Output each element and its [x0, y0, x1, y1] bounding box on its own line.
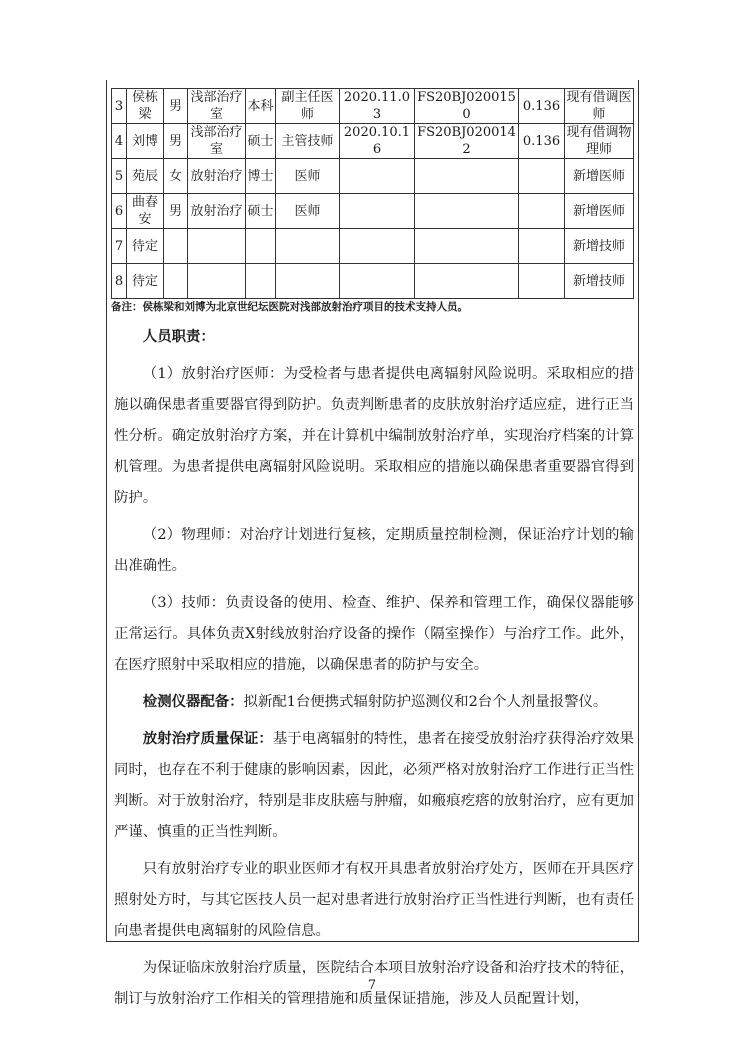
cell-remark: 新增医师 [565, 194, 634, 229]
cell-dose [519, 159, 565, 194]
cell-remark: 新增技师 [565, 264, 634, 299]
duty-physicist: （2）物理师：对治疗计划进行复核，定期质量控制检测，保证治疗计划的输出准确性。 [114, 527, 634, 574]
cell-remark: 现有借调物理师 [566, 125, 632, 157]
cell-gender: 女 [164, 159, 188, 194]
cell-title [276, 264, 340, 299]
cell-date [340, 159, 415, 194]
cell-dept: 放射治疗 [188, 194, 246, 229]
instruments-text: 拟新配1台便携式辐射防护巡测仪和2台个人剂量报警仪。 [243, 694, 608, 710]
cell-gender: 男 [164, 124, 188, 159]
cell-edu: 博士 [246, 159, 276, 194]
cell-date [340, 194, 415, 229]
cell-cert: FS20BJ0200142 [415, 124, 519, 159]
cell-no: 4 [112, 124, 127, 159]
cell-dose [519, 264, 565, 299]
cell-date [340, 264, 415, 299]
table-note: 备注：侯栋梁和刘博为北京世纪坛医院对浅部放射治疗项目的技术支持人员。 [111, 301, 468, 313]
cell-title: 医师 [276, 159, 340, 194]
staff-table [111, 88, 634, 299]
cell-no: 7 [112, 229, 127, 264]
qa-paragraph-3: 为保证临床放射治疗质量，医院结合本项目放射治疗设备和治疗技术的特征，制订与放射治疗工作相关的管理措施和质量保证措施，涉及人员配置计划， [114, 960, 634, 1007]
cell-date: 2020.11.03 [340, 89, 415, 124]
cell-gender [164, 229, 188, 264]
cell-dose [519, 194, 565, 229]
cell-name: 待定 [127, 264, 164, 299]
cell-name: 侯栋梁 [127, 89, 164, 124]
cell-edu: 硕士 [246, 124, 276, 159]
cell-remark: 新增医师 [565, 159, 634, 194]
body-text [114, 322, 634, 1015]
cell-gender: 男 [164, 89, 188, 124]
cell-dose [519, 229, 565, 264]
cell-title: 副主任医师 [276, 89, 340, 124]
cell-title [276, 229, 340, 264]
cell-remark: 现有借调医师 [566, 90, 632, 122]
duties-heading: 人员职责： [142, 329, 215, 345]
duty-technician: （3）技师：负责设备的使用、检查、维护、保养和管理工作，确保仪器能够正常运行。具体负责X射线放射治疗设备的操作（隔室操作）与治疗工作。此外，在医疗照射中采取相应的措施，以确保患者的防护与安全。 [114, 595, 634, 673]
qa-label: 放射治疗质量保证： [142, 731, 273, 747]
table-row [112, 264, 634, 299]
cell-cert [415, 264, 519, 299]
cell-date: 2020.10.16 [340, 124, 415, 159]
table-row [112, 229, 634, 264]
cell-dept: 浅部治疗室 [188, 124, 246, 159]
cell-dept: 放射治疗 [188, 159, 246, 194]
cell-gender: 男 [164, 194, 188, 229]
cell-date [340, 229, 415, 264]
qa-paragraph-2: 只有放射治疗专业的职业医师才有权开具患者放射治疗处方，医师在开具医疗照射处方时，与其它医技人员一起对患者进行放射治疗正当性进行判断，也有责任向患者提供电离辐射的风险信息。 [114, 861, 634, 939]
cell-no: 8 [112, 264, 127, 299]
cell-remark: 新增技师 [565, 229, 634, 264]
table-row [112, 159, 634, 194]
cell-dose: 0.136 [519, 89, 565, 124]
instruments-label: 检测仪器配备： [142, 694, 244, 710]
cell-name: 曲春安 [127, 194, 164, 229]
cell-dept: 浅部治疗室 [188, 89, 246, 124]
cell-edu [246, 264, 276, 299]
cell-dept [188, 264, 246, 299]
table-row [112, 124, 634, 159]
table-row [112, 194, 634, 229]
cell-edu [246, 229, 276, 264]
qa-paragraph-1 [114, 724, 634, 848]
cell-no: 3 [112, 89, 127, 124]
cell-gender [164, 264, 188, 299]
cell-dept [188, 229, 246, 264]
cell-no: 6 [112, 194, 127, 229]
cell-cert [415, 194, 519, 229]
cell-cert: FS20BJ0200150 [415, 89, 519, 124]
cell-name: 待定 [127, 229, 164, 264]
cell-name: 刘博 [127, 124, 164, 159]
cell-cert [415, 159, 519, 194]
page-number: 7 [367, 978, 377, 993]
cell-no: 5 [112, 159, 127, 194]
cell-dose: 0.136 [519, 124, 565, 159]
table-row [112, 89, 634, 124]
cell-cert [415, 229, 519, 264]
cell-title: 医师 [276, 194, 340, 229]
cell-name: 苑辰 [127, 159, 164, 194]
cell-edu: 本科 [246, 89, 276, 124]
cell-edu: 硕士 [246, 194, 276, 229]
instruments-paragraph [114, 687, 634, 718]
cell-title: 主管技师 [276, 124, 340, 159]
qa-text-1: 基于电离辐射的特性，患者在接受放射治疗获得治疗效果同时，也存在不利于健康的影响因素，因此，必须严格对放射治疗工作进行正当性判断。对于放射治疗，特别是非皮肤癌与肿瘤，如瘢痕疙瘩的放射治疗，应有更加严谨、慎重的正当性判断。 [114, 731, 634, 840]
duty-physician: （1）放射治疗医师：为受检者与患者提供电离辐射风险说明。采取相应的措施以确保患者重要器官得到防护。负责判断患者的皮肤放射治疗适应症，进行正当性分析。确定放射治疗方案，并在计算机中编制放射治疗单，实现治疗档案的计算机管理。为患者提供电离辐射风险说明。采取相应的措施以确保患者重要器官得到防护。 [114, 366, 634, 506]
